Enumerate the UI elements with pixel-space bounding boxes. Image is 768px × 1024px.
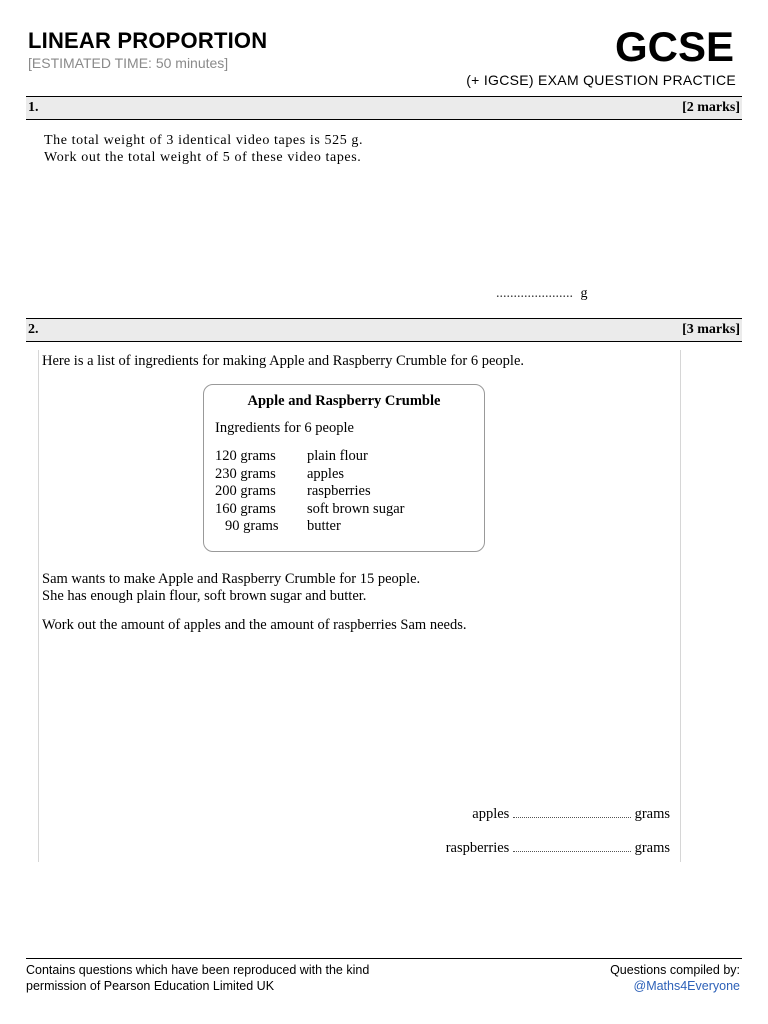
recipe-item: 90 grams butter [225, 518, 341, 534]
page-title: LINEAR PROPORTION [28, 28, 268, 53]
exam-practice-subtitle: (+ IGCSE) EXAM QUESTION PRACTICE [466, 72, 736, 88]
author-handle-link[interactable]: @Maths4Everyone [633, 979, 740, 993]
recipe-item: 230 grams apples [215, 465, 345, 482]
question-1-answer-line[interactable] [496, 286, 588, 302]
question-1-marks: [2 marks] [682, 100, 740, 115]
answer-unit: g [580, 286, 588, 301]
recipe-item: 120 grams plain flour [215, 448, 368, 464]
apples-unit: grams [634, 806, 670, 822]
answer-dots: ...................... [496, 286, 573, 301]
answer-area-left-border [38, 350, 39, 862]
apples-answer-blank[interactable] [513, 807, 631, 818]
recipe-item: 200 grams raspberries [215, 483, 371, 499]
question-2-intro: Here is a list of ingredients for making Apple and Raspberry Crumble for 6 people. [42, 353, 525, 369]
raspberries-answer-blank[interactable] [513, 841, 631, 852]
raspberries-answer-line[interactable] [446, 840, 670, 857]
recipe-box [203, 384, 485, 552]
question-2-number: 2. [28, 322, 39, 337]
gcse-badge: GCSE [614, 23, 734, 70]
apples-answer-line[interactable] [472, 806, 670, 823]
question-2-marks: [3 marks] [682, 322, 740, 337]
recipe-title: Apple and Raspberry Crumble [247, 393, 441, 409]
raspberries-label: raspberries [445, 840, 510, 856]
question-1-text [44, 132, 363, 166]
question-1-bar [26, 96, 742, 120]
footer-divider [26, 958, 742, 959]
footer-credits: Questions compiled by: @Maths4Everyone [610, 963, 740, 993]
question-1-line: Work out the total weight of 5 of these video tapes. [44, 150, 362, 165]
footer-permission: Contains questions which have been reproduced with the kind permission of Pearson Education Limited UK [26, 963, 370, 993]
question-1-number: 1. [28, 100, 39, 115]
question-2-task: Work out the amount of apples and the amount of raspberries Sam needs. [42, 617, 467, 633]
estimated-time: [ESTIMATED TIME: 50 minutes] [28, 55, 229, 71]
apples-label: apples [472, 806, 510, 822]
question-1-line: The total weight of 3 identical video tapes is 525 g. [44, 133, 364, 148]
answer-area-right-border [680, 350, 681, 862]
recipe-subtitle: Ingredients for 6 people [215, 420, 354, 436]
question-2-paragraph: Sam wants to make Apple and Raspberry Crumble for 15 people. She has enough plain flour, soft brown sugar and butter. [42, 571, 421, 604]
recipe-item: 160 grams soft brown sugar [215, 500, 405, 517]
raspberries-unit: grams [634, 840, 670, 856]
question-2-bar [26, 318, 742, 342]
